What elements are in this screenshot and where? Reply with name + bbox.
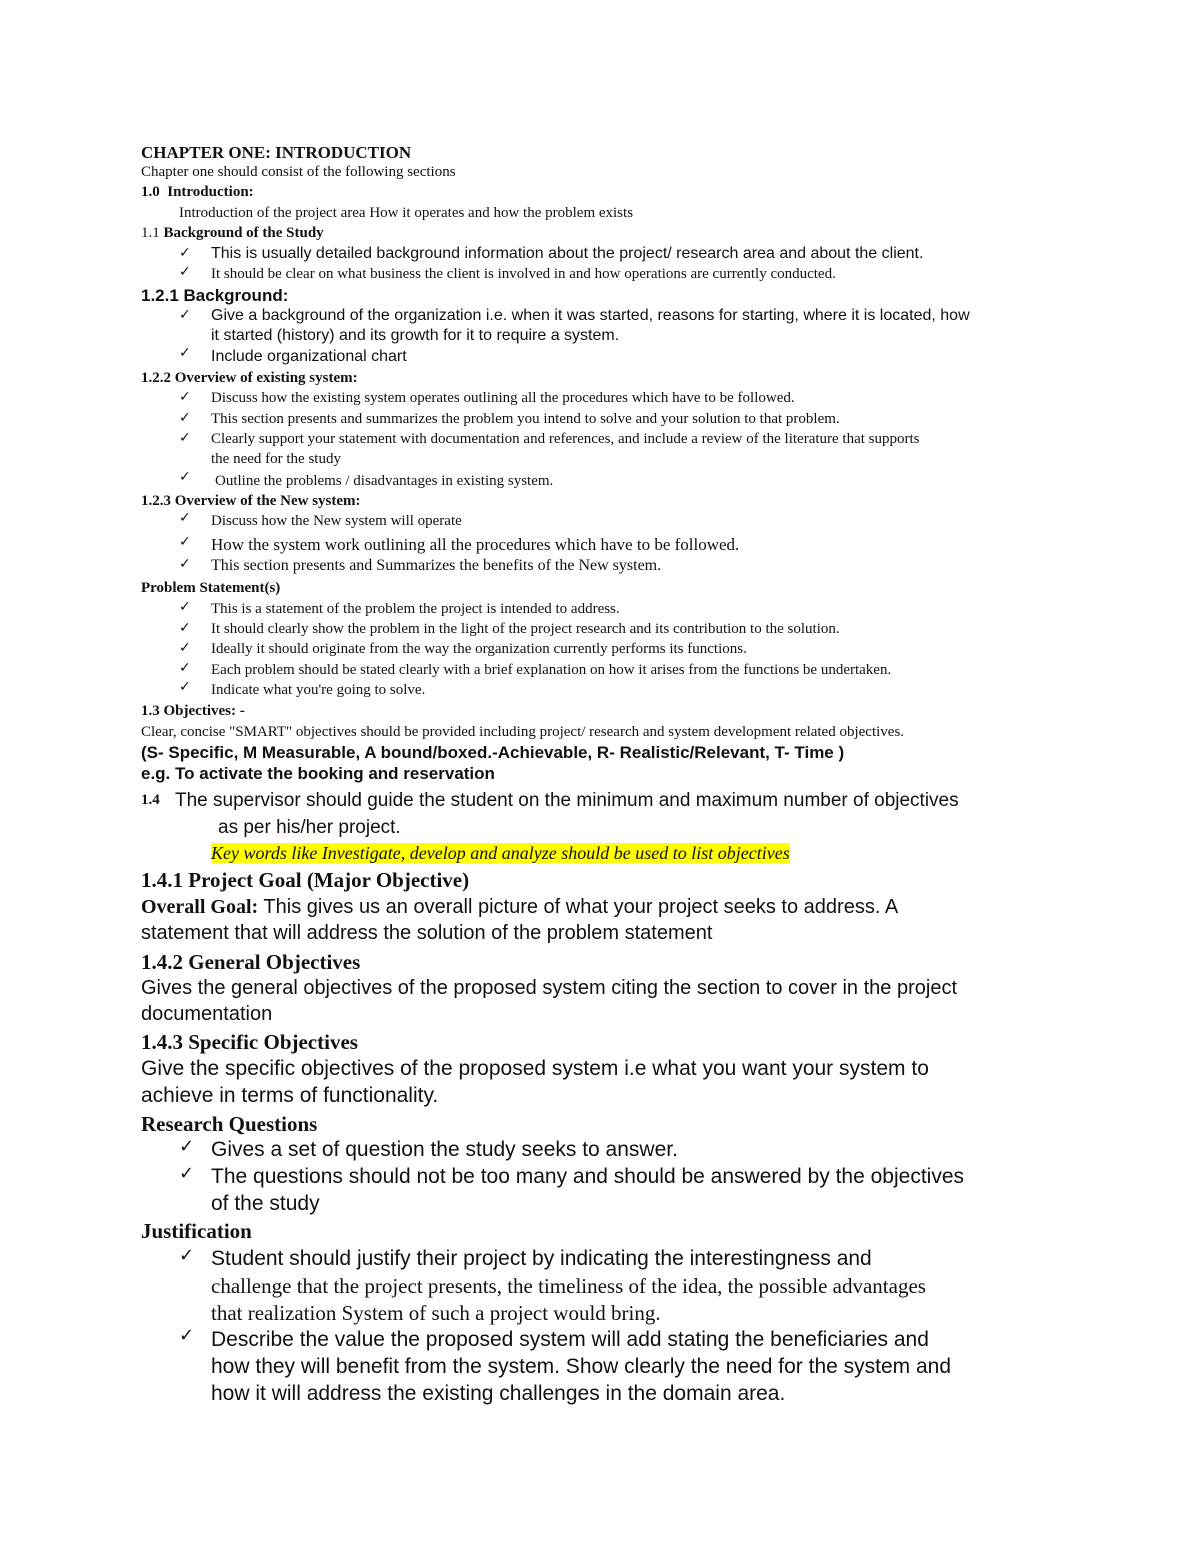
highlighted-note [211,843,790,864]
check-icon: ✓ [179,1325,195,1346]
check-icon: ✓ [179,410,191,426]
check-icon: ✓ [179,264,191,280]
bullet-item: Clearly support your statement with documentation and references, and include a review of the literature that supports [211,431,920,447]
check-icon: ✓ [179,534,191,550]
bullet-item-continued: the need for the study [211,451,341,467]
section-1-0-body: Introduction of the project area How it operates and how the problem exists [179,205,634,221]
section-1-4-line: The supervisor should guide the student on the minimum and maximum number of objectives [175,790,959,811]
bullet-item: This is usually detailed background information about the project/ research area and about the client. [211,245,924,262]
general-objectives-line: Gives the general objectives of the proposed system citing the section to cover in the project [141,977,957,999]
bullet-item-continued: how it will address the existing challenges in the domain area. [211,1382,786,1405]
section-1-2-2-heading: 1.2.2 Overview of existing system: [141,370,358,386]
section-number: 1.0 [141,184,160,200]
section-1-0-heading [141,184,254,201]
section-1-3-body: Clear, concise "SMART" objectives should be provided including project/ research and system development related objectives. [141,724,905,740]
bullet-item: It should be clear on what business the client is involved in and how operations are currently conducted. [211,266,836,282]
check-icon: ✓ [179,307,191,323]
check-icon: ✓ [179,389,191,405]
justification-heading: Justification [141,1219,252,1243]
research-questions-heading: Research Questions [141,1112,318,1136]
bullet-item: Describe the value the proposed system will add stating the beneficiaries and [211,1328,929,1351]
bullet-item: Include organizational chart [211,348,407,365]
check-icon: ✓ [179,660,191,676]
check-icon: ✓ [179,510,191,526]
bullet-item: Outline the problems / disadvantages in existing system. [215,473,554,489]
overall-goal-label: Overall Goal: [141,896,259,918]
check-icon: ✓ [179,1245,195,1266]
check-icon: ✓ [179,599,191,615]
bullet-item-continued: challenge that the project presents, the timeliness of the idea, the possible advantages [211,1274,926,1298]
specific-objectives-line-continued: achieve in terms of functionality. [141,1084,439,1107]
section-number: 1.1 [141,225,160,241]
general-objectives-line-continued: documentation [141,1003,273,1025]
problem-statement-heading: Problem Statement(s) [141,580,281,596]
bullet-item: Indicate what you're going to solve. [211,682,426,698]
specific-objectives-line: Give the specific objectives of the proposed system i.e what you want your system to [141,1057,929,1080]
check-icon: ✓ [179,556,191,572]
section-1-4-2-heading: 1.4.2 General Objectives [141,950,361,974]
check-icon: ✓ [179,679,191,695]
bullet-item-continued: of the study [211,1192,320,1215]
bullet-item: This section presents and Summarizes the benefits of the New system. [211,557,662,574]
section-1-4-3-heading: 1.4.3 Specific Objectives [141,1030,358,1054]
check-icon: ✓ [179,1136,195,1157]
bullet-item: It should clearly show the problem in the light of the project research and its contribution to the solution. [211,621,840,637]
section-label: Introduction: [167,184,254,200]
chapter-title: CHAPTER ONE: INTRODUCTION [141,143,412,162]
bullet-item: Give a background of the organization i.e. when it was started, reasons for starting, where it is located, how [211,307,970,324]
bullet-item: Gives a set of question the study seeks to answer. [211,1138,678,1161]
bullet-item: This is a statement of the problem the project is intended to address. [211,601,620,617]
bullet-item: Discuss how the New system will operate [211,513,462,529]
check-icon: ✓ [179,469,191,485]
section-1-2-1-heading: 1.2.1 Background: [141,286,289,305]
overall-goal-text: This gives us an overall picture of what your project seeks to address. A [263,896,899,918]
check-icon: ✓ [179,245,191,261]
section-1-4-line-continued: as per his/her project. [218,817,401,838]
section-1-3-heading: 1.3 Objectives: - [141,703,245,719]
bullet-item: Each problem should be stated clearly with a brief explanation on how it arises from the functions be undertaken. [211,662,892,678]
bullet-item: Discuss how the existing system operates outlining all the procedures which have to be followed. [211,390,795,406]
bullet-item: How the system work outlining all the procedures which have to be followed. [211,535,740,554]
overall-goal-line-continued: statement that will address the solution of the problem statement [141,922,713,944]
check-icon: ✓ [179,430,191,446]
objective-example: e.g. To activate the booking and reservation [141,764,495,783]
chapter-subtitle: Chapter one should consist of the following sections [141,164,456,180]
check-icon: ✓ [179,345,191,361]
check-icon: ✓ [179,620,191,636]
smart-definition: (S- Specific, M Measurable, A bound/boxed.-Achievable, R- Realistic/Relevant, T- Time ) [141,743,845,762]
check-icon: ✓ [179,640,191,656]
section-1-1-heading [141,225,324,242]
bullet-item-continued: that realization System of such a project would bring. [211,1301,661,1325]
check-icon: ✓ [179,1163,195,1184]
section-1-4-number: 1.4 [141,792,160,808]
highlight-text: Key words like Investigate, develop and analyze should be used to list objectives [211,843,790,863]
bullet-item: Student should justify their project by indicating the interestingness and [211,1247,872,1270]
bullet-item-continued: it started (history) and its growth for it to require a system. [211,327,620,344]
bullet-item: The questions should not be too many and should be answered by the objectives [211,1165,964,1188]
bullet-item: Ideally it should originate from the way the organization currently performs its functions. [211,641,747,657]
bullet-item: This section presents and summarizes the problem you intend to solve and your solution to that problem. [211,411,840,427]
bullet-item-continued: how they will benefit from the system. Show clearly the need for the system and [211,1355,952,1378]
section-label: Background of the Study [163,225,324,241]
section-1-2-3-heading: 1.2.3 Overview of the New system: [141,493,361,509]
section-1-4-1-heading: 1.4.1 Project Goal (Major Objective) [141,868,470,892]
overall-goal-line [141,896,898,919]
